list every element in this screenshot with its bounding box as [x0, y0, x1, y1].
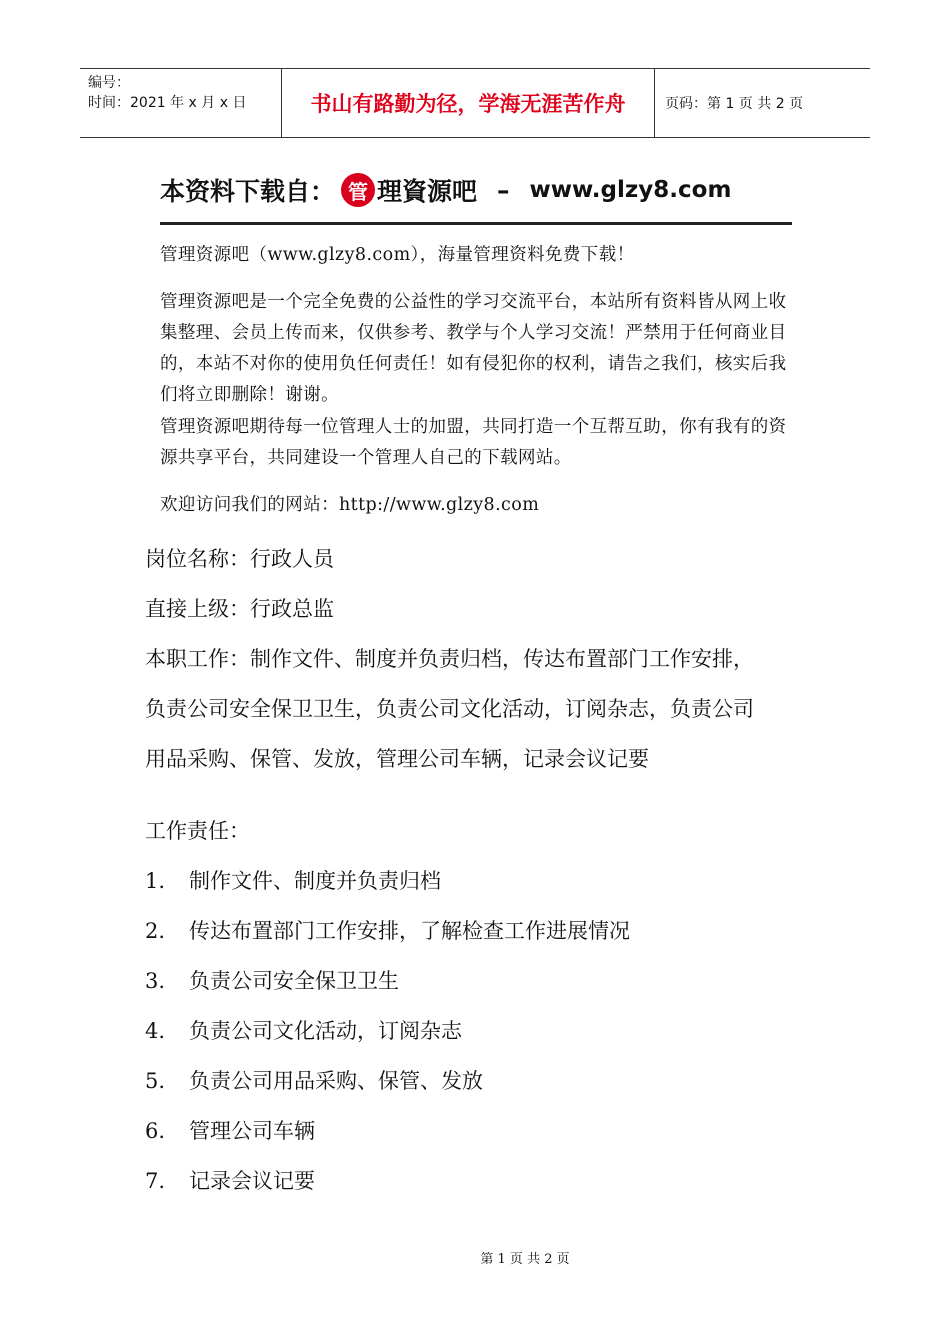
intro-text-4: 欢迎访问我们的网站：http://www.glzy8.com — [160, 495, 540, 515]
list-item-number: 6. — [145, 1119, 166, 1143]
list-item-text: 记录会议记要 — [189, 1169, 315, 1193]
list-item-number: 1. — [145, 869, 166, 893]
intro-text-3: 管理资源吧期待每一位管理人士的加盟，共同打造一个互帮互助，你有我有的资源共享平台，共同建设一个管理人自己的下载网站。 — [160, 417, 787, 468]
list-item — [145, 1165, 315, 1195]
duties-line: 本职工作：制作文件、制度并负责归档，传达布置部门工作安排， — [145, 647, 754, 671]
list-item-number: 5. — [145, 1069, 166, 1093]
banner-separator: – — [497, 175, 510, 205]
intro-paragraph-1 — [160, 240, 790, 271]
banner-title-prefix: 本资料下载自： — [160, 177, 336, 206]
header-motto: 书山有路勤为径，学海无涯苦作舟 — [282, 69, 655, 137]
list-item — [145, 1015, 462, 1045]
site-logo-badge: 管 — [341, 173, 375, 207]
list-item-number: 7. — [145, 1169, 166, 1193]
date-label: 时间：2021 年 x 月 x 日 — [88, 95, 247, 111]
page-footer: 第 1 页 共 2 页 — [480, 1252, 570, 1267]
list-item-number: 4. — [145, 1019, 166, 1043]
serial-number-label: 编号： — [88, 75, 130, 91]
duties-line: 负责公司安全保卫卫生，负责公司文化活动，订阅杂志，负责公司 — [145, 697, 754, 721]
intro-text-1: 管理资源吧（www.glzy8.com），海量管理资料免费下载！ — [160, 245, 635, 265]
position-name: 岗位名称：行政人员 — [145, 547, 334, 571]
list-item-text: 传达布置部门工作安排，了解检查工作进展情况 — [189, 919, 630, 943]
responsibilities-heading: 工作责任： — [145, 819, 250, 843]
list-item-text: 负责公司用品采购、保管、发放 — [189, 1069, 483, 1093]
intro-paragraph-3 — [160, 412, 790, 474]
list-item-text: 制作文件、制度并负责归档 — [189, 869, 441, 893]
header-page-label: 页码：第 1 页 共 2 页 — [665, 96, 804, 112]
direct-superior: 直接上级：行政总监 — [145, 597, 334, 621]
list-item-text: 负责公司文化活动，订阅杂志 — [189, 1019, 462, 1043]
header-meta-cell — [80, 69, 282, 137]
list-item — [145, 865, 441, 895]
banner-url: www.glzy8.com — [529, 177, 732, 203]
banner-divider — [160, 222, 792, 225]
list-item — [145, 1065, 483, 1095]
banner-title — [160, 168, 792, 212]
intro-paragraph-2 — [160, 287, 790, 411]
list-item — [145, 1115, 315, 1145]
list-item-number: 2. — [145, 919, 166, 943]
list-item — [145, 915, 630, 945]
list-item-text: 管理公司车辆 — [189, 1119, 315, 1143]
intro-text-2: 管理资源吧是一个完全免费的公益性的学习交流平台，本站所有资料皆从网上收集整理、会员上传而来，仅供参考、教学与个人学习交流！严禁用于任何商业目的，本站不对你的使用负任何责任！如有侵犯你的权利，请告之我们，核实后我们将立即删除！谢谢。 — [160, 292, 787, 405]
document-header — [80, 68, 870, 138]
list-item — [145, 965, 399, 995]
banner-site-name: 理資源吧 — [377, 177, 478, 206]
list-item-number: 3. — [145, 969, 166, 993]
duties-line: 用品采购、保管、发放，管理公司车辆，记录会议记要 — [145, 747, 649, 771]
intro-paragraph-4 — [160, 490, 790, 521]
source-banner — [160, 168, 792, 225]
list-item-text: 负责公司安全保卫卫生 — [189, 969, 399, 993]
